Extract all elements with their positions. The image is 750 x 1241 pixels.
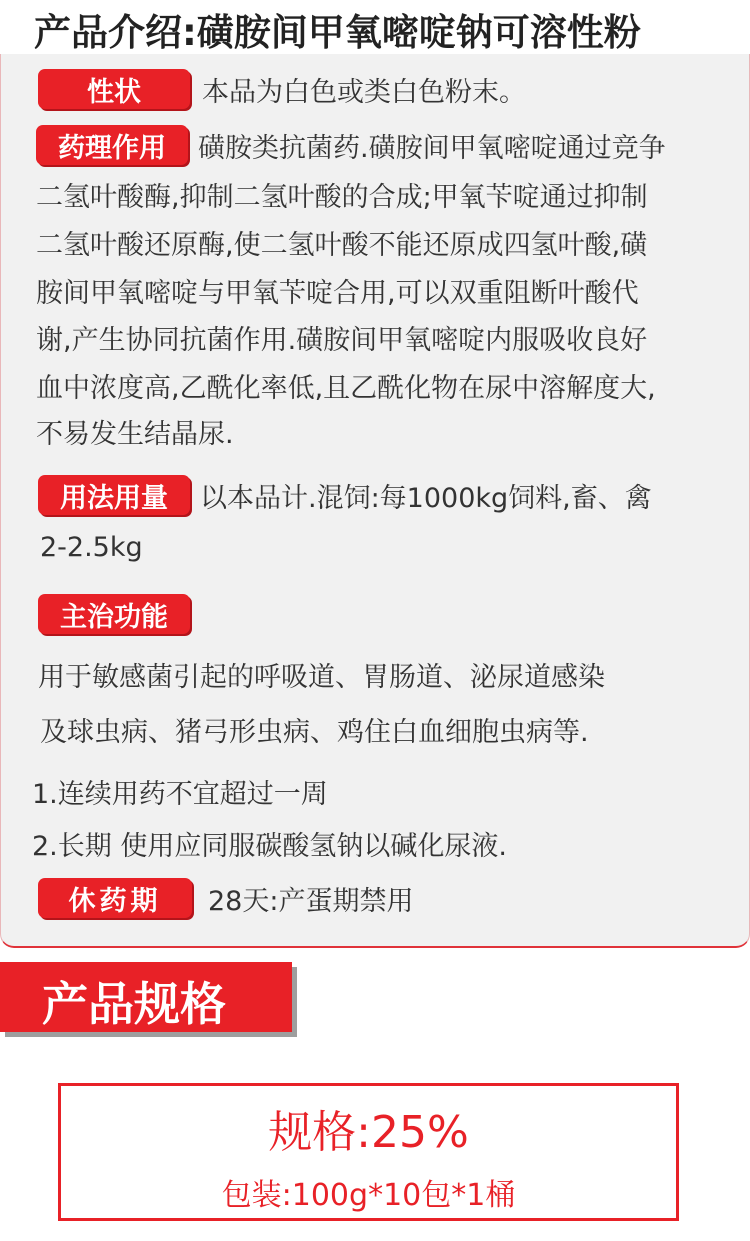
note-line: 1.连续用药不宜超过一周 (32, 779, 328, 810)
section-tag-pharmacology: 药理作用 (36, 125, 188, 165)
spec-banner (0, 962, 292, 1032)
dosage-line: 以本品计.混饲:每1000kg饲料,畜、禽 (200, 483, 652, 514)
withdrawal-text: 28天:产蛋期禁用 (208, 886, 414, 917)
spec-box (58, 1083, 679, 1221)
pharmacology-line: 二氢叶酸酶,抑制二氢叶酸的合成;甲氧苄啶通过抑制 (36, 182, 648, 213)
pharmacology-line: 二氢叶酸还原酶,使二氢叶酸不能还原成四氢叶酸,磺 (36, 230, 648, 261)
section-tag-indication: 主治功能 (38, 594, 190, 634)
section-tag-withdrawal: 休药期 (38, 878, 192, 918)
pharmacology-line: 血中浓度高,乙酰化率低,且乙酰化物在尿中溶解度大, (36, 373, 656, 404)
pharmacology-line: 不易发生结晶尿. (36, 419, 234, 450)
spec-banner-title: 产品规格 (42, 977, 226, 1031)
indication-line: 及球虫病、猪弓形虫病、鸡住白血细胞虫病等. (40, 717, 589, 748)
indication-line: 用于敏感菌引起的呼吸道、胃肠道、泌尿道感染 (38, 662, 605, 693)
note-line: 2.长期 使用应同服碳酸氢钠以碱化尿液. (32, 831, 507, 862)
section-tag-property: 性状 (38, 69, 190, 109)
pharmacology-line: 胺间甲氧嘧啶与甲氧苄啶合用,可以双重阻断叶酸代 (36, 278, 639, 309)
pharmacology-line: 磺胺类抗菌药.磺胺间甲氧嘧啶通过竞争 (198, 133, 666, 164)
pharmacology-line: 谢,产生协同抗菌作用.磺胺间甲氧嘧啶内服吸收良好 (36, 325, 648, 356)
page-title: 产品介绍:磺胺间甲氧嘧啶钠可溶性粉 (34, 11, 641, 54)
dosage-line: 2-2.5kg (40, 532, 143, 563)
property-text: 本品为白色或类白色粉末。 (202, 77, 526, 108)
spec-package: 包装:100g*10包*1桶 (221, 1178, 516, 1213)
section-tag-dosage: 用法用量 (38, 475, 190, 515)
spec-value: 规格:25% (268, 1107, 469, 1158)
